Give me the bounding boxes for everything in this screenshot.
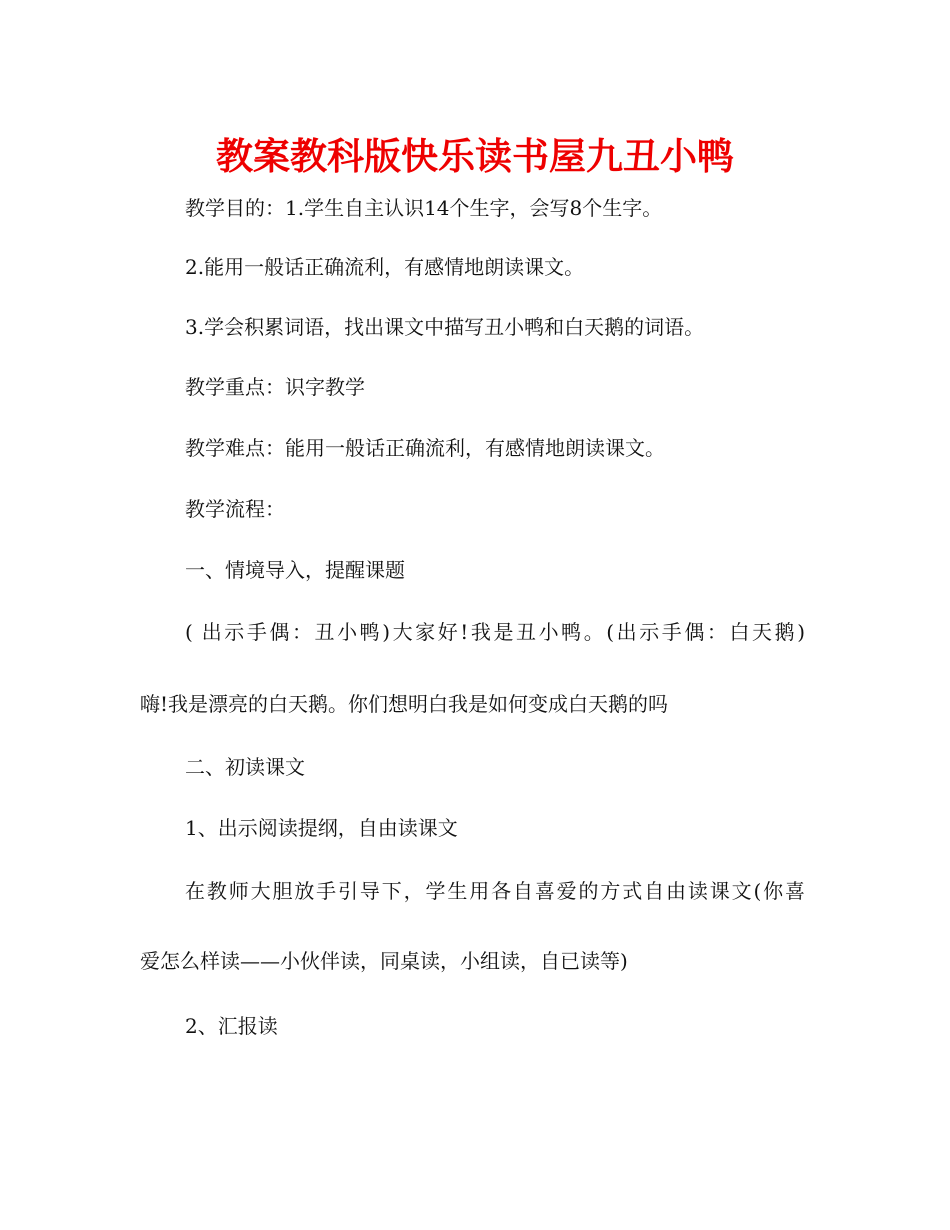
paragraph-teaching-goal-1: 教学目的：1.学生自主认识14个生字，会写8个生字。 bbox=[185, 196, 663, 220]
paragraph-free-reading-line-2: 爱怎么样读——小伙伴读，同桌读，小组读，自已读等) bbox=[140, 949, 628, 973]
paragraph-reading-outline: 1、出示阅读提纲，自由读课文 bbox=[185, 816, 458, 840]
paragraph-teaching-goal-3: 3.学会积累词语，找出课文中描写丑小鸭和白天鹅的词语。 bbox=[185, 315, 705, 339]
paragraph-puppet-line-1: ( 出示手偶：丑小鸭)大家好!我是丑小鸭。(出示手偶：白天鹅) bbox=[185, 620, 805, 644]
section-heading-intro: 一、情境导入，提醒课题 bbox=[185, 558, 405, 582]
paragraph-teaching-goal-2: 2.能用一般话正确流利，有感情地朗读课文。 bbox=[185, 255, 585, 279]
paragraph-free-reading-line-1: 在教师大胆放手引导下，学生用各自喜爱的方式自由读课文(你喜 bbox=[185, 879, 805, 903]
paragraph-teaching-focus: 教学重点：识字教学 bbox=[185, 375, 365, 399]
paragraph-teaching-difficulty: 教学难点：能用一般话正确流利，有感情地朗读课文。 bbox=[185, 436, 665, 460]
paragraph-report-reading: 2、汇报读 bbox=[185, 1014, 278, 1038]
section-heading-first-reading: 二、初读课文 bbox=[185, 755, 305, 779]
paragraph-puppet-line-2: 嗨!我是漂亮的白天鹅。你们想明白我是如何变成白天鹅的吗 bbox=[140, 692, 669, 716]
document-title: 教案教科版快乐读书屋九丑小鸭 bbox=[216, 135, 734, 178]
paragraph-teaching-process: 教学流程： bbox=[185, 497, 285, 521]
